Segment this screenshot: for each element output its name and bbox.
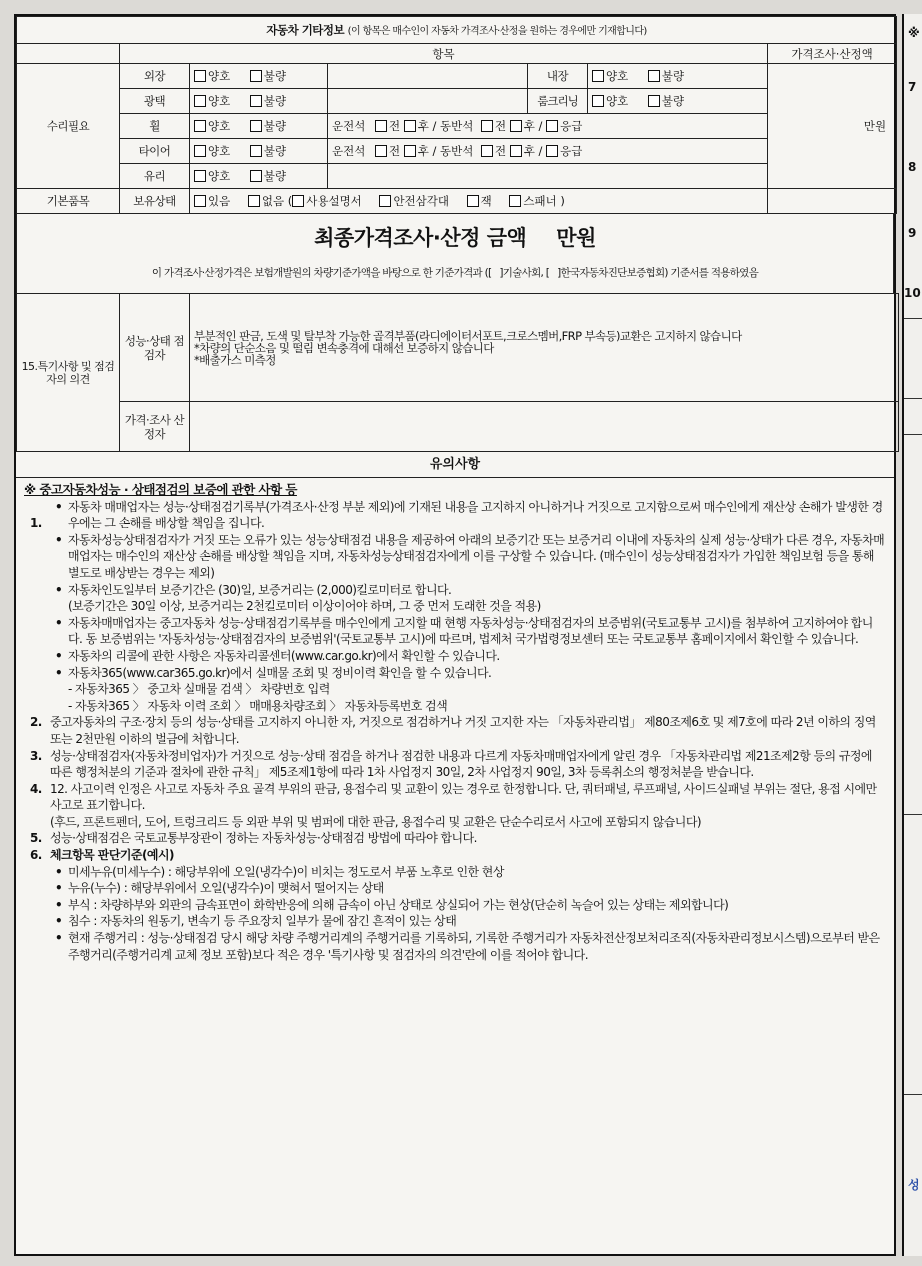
interior-options: 양호 불량 (588, 64, 768, 89)
remarks-label: 15.특기사항 및 점검자의 의견 (17, 294, 120, 452)
remarks-table (16, 293, 899, 452)
checkbox[interactable] (379, 195, 391, 207)
notice-title: ※ 중고자동차성능 · 상태점검의 보증에 관한 사항 등 (24, 482, 297, 497)
other-info-table (16, 16, 897, 214)
section-title: 자동차 기타정보 (이 항목은 매수인이 자동차 가격조사·산정을 원하는 경우에만 기재합니다) (17, 17, 897, 44)
notice-header: 유의사항 (16, 452, 894, 478)
notice-item-4: 4. 12. 사고이력 인정은 사고로 자동차 주요 골격 부위의 판금, 용접수리 및 교환이 있는 경우로 한정합니다. 단, 쿼터패널, 루프패널, 사이드실패널 부위는 절단, 용접 시에만 사고로 표기합니다. (후드, 프론트펜더, 도어, 트렁크리드 등 외판 부위 및 범퍼에 대한 판금, 용접수리 및 교환은 단순수리로서 사고에 포함되지 않습니다) (30, 781, 877, 829)
checkbox[interactable] (592, 70, 604, 82)
checkbox[interactable] (250, 120, 262, 132)
notice-item-3: 3. 성능·상태점검자(자동차정비업자)가 거짓으로 성능·상태 점검을 하거나 점검한 내용과 다르게 자동차매매업자에게 알린 경우 「자동차관리법 제21조제2항 등의 규정에 따른 행정처분의 기준과 절차에 관한 규칙」 제5조제1항에 따라 1차 사업정지 30일, 2차 사업정지 90일, 3차 등록취소의 행정처분을 받습니다. (30, 748, 872, 780)
price-unit: 만원 (768, 64, 897, 189)
inspector-remarks[interactable]: 부분적인 판금, 도색 및 탈부착 가능한 골격부품(라디에이터서포트,크로스멤버,FRP 부속등)교환은 고지하지 않습니다 *차량의 단순소음 및 떨림 변속충격에 대해선 보증하지 않습니다 *배출가스 미측정 (190, 294, 899, 402)
checkbox[interactable] (194, 70, 206, 82)
notice-body (16, 478, 894, 963)
checkbox[interactable] (375, 145, 387, 157)
final-price-section (16, 214, 894, 294)
pricer-remarks[interactable] (190, 402, 899, 452)
adjacent-page-edge: ※ 7 8 9 10 성 (902, 14, 922, 1256)
checkbox[interactable] (510, 120, 522, 132)
row-label-glass: 유리 (120, 164, 190, 189)
row-label-interior: 내장 (528, 64, 588, 89)
row-label-tire: 타이어 (120, 139, 190, 164)
checkbox[interactable] (509, 195, 521, 207)
checkbox[interactable] (546, 120, 558, 132)
checkbox[interactable] (481, 120, 493, 132)
row-label-room-cleaning: 룸크리닝 (528, 89, 588, 114)
checkbox[interactable] (248, 195, 260, 207)
checkbox[interactable] (404, 145, 416, 157)
checkbox[interactable] (250, 95, 262, 107)
tire-position-options: 운전석 전 후 / 동반석 전 후 / 응급 (328, 139, 768, 164)
checkbox[interactable] (648, 95, 660, 107)
notice-item-5: 5. 성능·상태점검은 국토교통부장관이 정하는 자동차성능·상태점검 방법에 따라야 합니다. (30, 831, 477, 846)
checkbox[interactable] (648, 70, 660, 82)
checkbox[interactable] (194, 95, 206, 107)
checkbox[interactable] (404, 120, 416, 132)
pricer-label: 가격·조사 산정자 (120, 402, 190, 452)
checkbox[interactable] (194, 120, 206, 132)
wheel-options: 양호 불량 (190, 114, 328, 139)
wheel-position-options: 운전석 전 후 / 동반석 전 후 / 응급 (328, 114, 768, 139)
possession-options: 있음 없음 ( 사용설명서 안전삼각대 잭 스패너 ) (190, 189, 768, 214)
room-cleaning-options: 양호 불량 (588, 89, 768, 114)
checkbox[interactable] (194, 195, 206, 207)
row-label-possession: 보유상태 (120, 189, 190, 214)
inspector-label: 성능·상태 점검자 (120, 294, 190, 402)
checkbox[interactable] (194, 170, 206, 182)
final-price-label: 최종가격조사·산정 금액 만원 (314, 226, 596, 250)
checkbox[interactable] (250, 170, 262, 182)
row-label-gloss: 광택 (120, 89, 190, 114)
inspection-form-sheet (14, 14, 896, 1256)
checkbox[interactable] (510, 145, 522, 157)
notice-item-1: 1. • 자동차 매매업자는 성능·상태점검기록부(가격조사·산정 부분 제외)에 기재된 내용을 고지하지 아니하거나 거짓으로 고지함으로써 매수인에게 재산상 손해가 발생한 경우에는 그 손해를 배상할 책임을 집니다. • 자동차성능상태점검자가 거짓 또는 오류가 있는 성능상태점검 내용을 제공하여 아래의 보증기간 또는 보증거리 이내에 자동차의 실제 성능·상태가 다른 경우, 자동차매매업자는 매수인의 재산상 손해를 배상할 책임을 지며, 자동차성능상태점검자에게 이를 구상할 수 있습니다. (매수인이 성능상태점검자가 가입한 책임보험 등을 통해 별도로 배상받는 경우는 제외) • 자동차인도일부터 보증기간은 (30)일, 보증거리는 (2,000)킬로미터로 합니다. (보증기간은 30일 이상, 보증거리는 2천킬로미터 이상이어야 하며, 그 중 먼저 도래한 것을 적용) • 자동차매매업자는 중고자동차 성능·상태점검기록부를 매수인에게 고지할 때 현행 자동차성능·상태점검자의 보증범위(국토교통부 고시)를 첨부하여 고지하여야 합니다. 동 보증범위는 '자동차성능·상태점검자의 보증범위'(국토교통부 고시)에 따르며, 법제처 국가법령정보센터 또는 국토교통부 홈페이지에서 확인할 수 있습니다. • 자동차의 리콜에 관한 사항은 자동차리콜센터(www.car.go.kr)에서 확인할 수 있습니다. • 자동차365(www.car365.go.kr)에서 실매물 조회 및 정비이력 확인을 할 수 있습니다. - 자동차365 〉 중고차 실매물 검색 〉 차량번호 입력 - 자동차365 〉 자동차 이력 조회 〉 매매용차량조회 〉 자동차등록번호 검색 (24, 499, 886, 715)
checkbox[interactable] (292, 195, 304, 207)
notice-item-2: 2. 중고자동차의 구조·장치 등의 성능·상태를 고지하지 아니한 자, 거짓으로 점검하거나 거짓 고지한 자는 「자동차관리법」 제80조제6호 및 제7호에 따라 2년 이하의 징역 또는 2천만원 이하의 벌금에 처합니다. (30, 715, 876, 746)
gloss-options: 양호 불량 (190, 89, 328, 114)
checkbox[interactable] (592, 95, 604, 107)
row-label-exterior: 외장 (120, 64, 190, 89)
checkbox[interactable] (481, 145, 493, 157)
glass-options: 양호 불량 (190, 164, 328, 189)
row-label-wheel: 휠 (120, 114, 190, 139)
empty-corner (17, 44, 120, 64)
repair-needed-label: 수리필요 (17, 64, 120, 189)
final-price-note: 이 가격조사·산정가격은 보험개발원의 차량기준가액을 바탕으로 한 기준가격과 ([ ]기술사회, [ ]한국자동차진단보증협회) 기준서를 적용하였음 (151, 267, 759, 279)
checkbox[interactable] (250, 70, 262, 82)
item-column-header: 항목 (120, 44, 768, 64)
checkbox[interactable] (250, 145, 262, 157)
price-column-header: 가격조사·산정액 (768, 44, 897, 64)
checkbox[interactable] (546, 145, 558, 157)
checkbox[interactable] (194, 145, 206, 157)
basic-items-label: 기본품목 (17, 189, 120, 214)
tire-options: 양호 불량 (190, 139, 328, 164)
exterior-options: 양호 불량 (190, 64, 328, 89)
checkbox[interactable] (375, 120, 387, 132)
notice-item-6: 6. 체크항목 판단기준(예시) • 미세누유(미세누수) : 해당부위에 오일(냉각수)이 비치는 정도로서 부품 노후로 인한 현상 • 누유(누수) : 해당부위에서 오일(냉각수)이 맺혀서 떨어지는 상태 • 부식 : 차량하부와 외판의 금속표면이 화학반응에 의해 금속이 아닌 상태로 상실되어 가는 현상(단순히 녹슬어 있는 상태는 제외합니다) • 침수 : 자동차의 원동기, 변속기 등 주요장치 일부가 물에 잠긴 흔적이 있는 상태 • 현재 주행거리 : 성능·상태점검 당시 해당 차량 주행거리계의 주행거리를 기록하되, 기록한 주행거리가 자동차전산정보처리조직(자동차관리정보시스템)으로부터 받은 주행거리(주행거리계 교체 정보 포함)보다 적은 경우 '특기사항 및 점검자의 의견'란에 이를 적어야 합니다. (24, 847, 886, 963)
checkbox[interactable] (467, 195, 479, 207)
